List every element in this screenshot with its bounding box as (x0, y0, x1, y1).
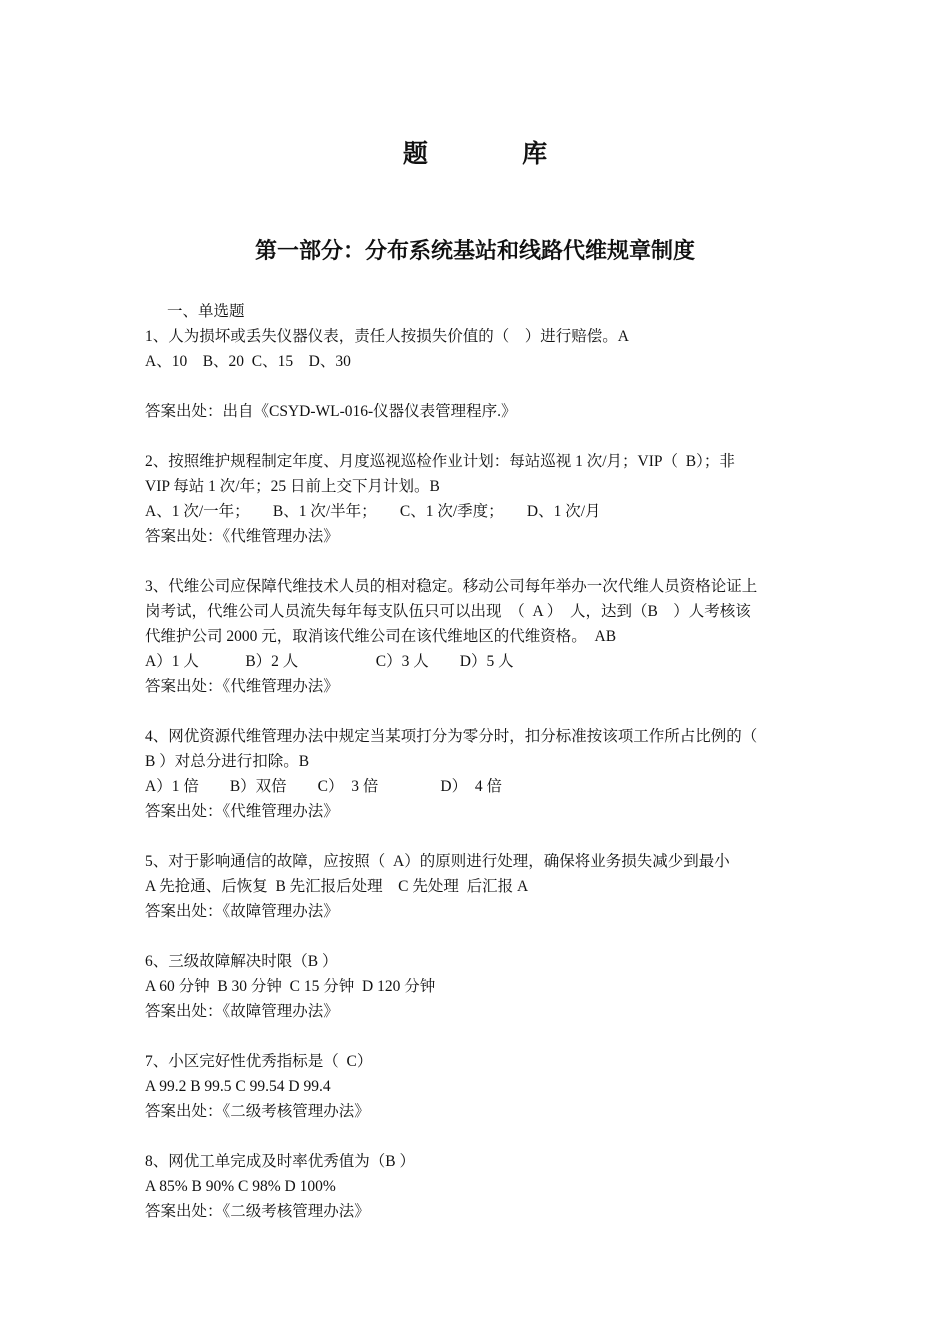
question-options: A）1 倍 B）双倍 C） 3 倍 D） 4 倍 (145, 778, 502, 795)
answer-source: 答案出处：《二级考核管理办法》 (145, 1203, 370, 1220)
question-text: 7、小区完好性优秀指标是（ C） (145, 1053, 373, 1070)
spacer (145, 699, 810, 724)
question-options: A）1 人 B）2 人 C）3 人 D）5 人 (145, 653, 514, 670)
spacer (145, 1024, 810, 1049)
question-text: 6、三级故障解决时限（B ） (145, 953, 338, 970)
question-options: A 60 分钟 B 30 分钟 C 15 分钟 D 120 分钟 (145, 978, 436, 995)
question-options: A 先抢通、后恢复 B 先汇报后处理 C 先处理 后汇报 A (145, 878, 529, 895)
spacer (145, 424, 810, 449)
question-text: 4、网优资源代维管理办法中规定当某项打分为零分时，扣分标准按该项工作所占比例的（ (145, 728, 758, 745)
spacer (145, 549, 810, 574)
question-text: VIP 每站 1 次/年；25 日前上交下月计划。B (145, 478, 440, 495)
question-content (145, 299, 810, 1224)
document-title: 题 库 (402, 141, 592, 168)
question-text: 5、对于影响通信的故障，应按照（ A）的原则进行处理，确保将业务损失减少到最小 (145, 853, 730, 870)
question-options: A、1 次/一年； B、1 次/半年； C、1 次/季度； D、1 次/月 (145, 503, 601, 520)
answer-source: 答案出处：《故障管理办法》 (145, 1003, 339, 1020)
question-text: 代维护公司 2000 元，取消该代维公司在该代维地区的代维资格。 AB (145, 628, 617, 645)
spacer (145, 924, 810, 949)
question-text: 3、代维公司应保障代维技术人员的相对稳定。移动公司每年举办一次代维人员资格论证上 (145, 578, 758, 595)
answer-source: 答案出处：《代维管理办法》 (145, 528, 339, 545)
answer-source: 答案出处：出自《CSYD-WL-016-仪器仪表管理程序.》 (145, 403, 517, 420)
spacer (145, 824, 810, 849)
answer-source: 答案出处：《故障管理办法》 (145, 903, 339, 920)
spacer (145, 1124, 810, 1149)
answer-source: 答案出处：《二级考核管理办法》 (145, 1103, 370, 1120)
question-text: 岗考试，代维公司人员流失每年每支队伍只可以出现 （ A ） 人，达到（B ）人考核该 (145, 603, 751, 620)
question-options: A 99.2 B 99.5 C 99.54 D 99.4 (145, 1078, 331, 1095)
answer-source: 答案出处：《代维管理办法》 (145, 678, 339, 695)
question-options: A 85% B 90% C 98% D 100% (145, 1178, 336, 1195)
section-heading: 一、单选题 (167, 303, 245, 320)
question-options: A、10 B、20 C、15 D、30 (145, 353, 351, 370)
answer-source: 答案出处：《代维管理办法》 (145, 803, 339, 820)
part-title: 第一部分：分布系统基站和线路代维规章制度 (254, 238, 695, 263)
spacer (145, 374, 810, 399)
question-text: 2、按照维护规程制定年度、月度巡视巡检作业计划：每站巡视 1 次/月；VIP（ B）；非 (145, 453, 735, 470)
question-text: 8、网优工单完成及时率优秀值为（B ） (145, 1153, 415, 1170)
question-text: 1、人为损坏或丢失仪器仪表，责任人按损失价值的（ ）进行赔偿。A (145, 328, 629, 345)
question-text: B ）对总分进行扣除。B (145, 753, 310, 770)
